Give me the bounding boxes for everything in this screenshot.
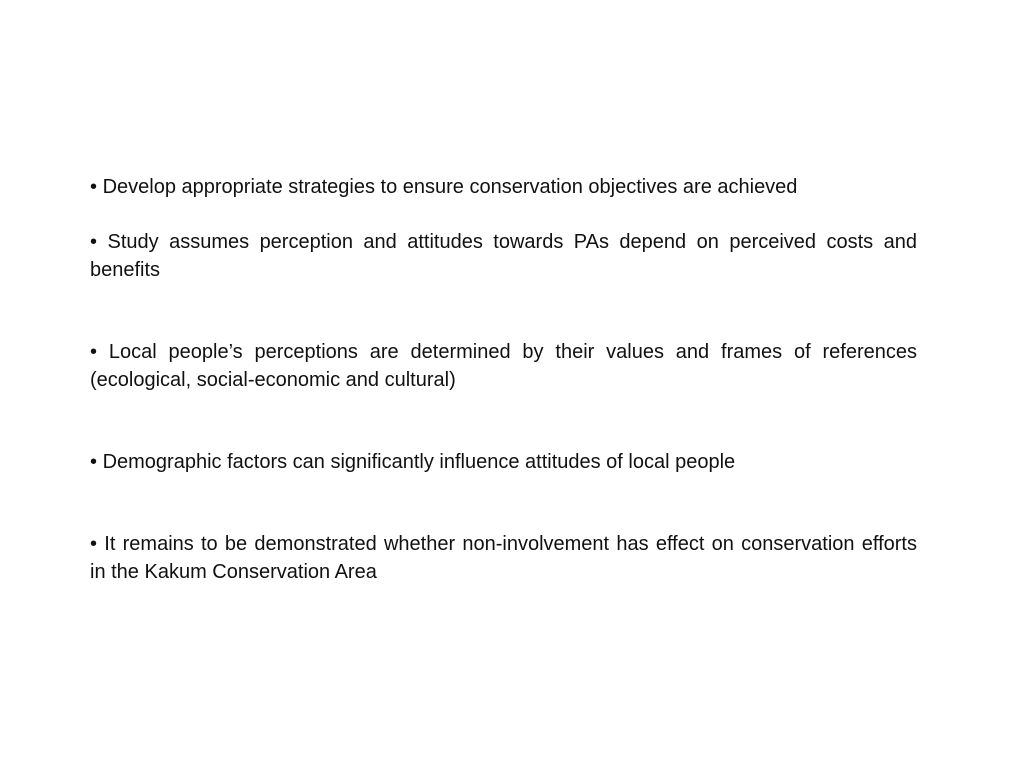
bullet-item [90, 173, 917, 201]
bullet-text: Study assumes perception and attitudes towards PAs depend on perceived costs and benefits [90, 231, 917, 281]
bullet-text: Demographic factors can significantly influence attitudes of local people [102, 451, 736, 473]
bullet-icon: • [90, 341, 98, 363]
bullet-icon: • [90, 231, 98, 253]
bullet-icon: • [90, 176, 98, 198]
bullet-text: Local people’s perceptions are determined by their values and frames of references (ecological, social-economic and cultural) [90, 341, 917, 391]
bullet-item [90, 228, 917, 284]
bullet-item [90, 338, 917, 394]
bullet-list [90, 173, 917, 586]
bullet-icon: • [90, 451, 98, 473]
bullet-text: Develop appropriate strategies to ensure conservation objectives are achieved [102, 176, 798, 198]
bullet-icon: • [90, 533, 98, 555]
bullet-text: It remains to be demonstrated whether non-involvement has effect on conservation efforts in the Kakum Conservation Area [90, 533, 917, 583]
bullet-item [90, 448, 917, 476]
bullet-item [90, 530, 917, 586]
